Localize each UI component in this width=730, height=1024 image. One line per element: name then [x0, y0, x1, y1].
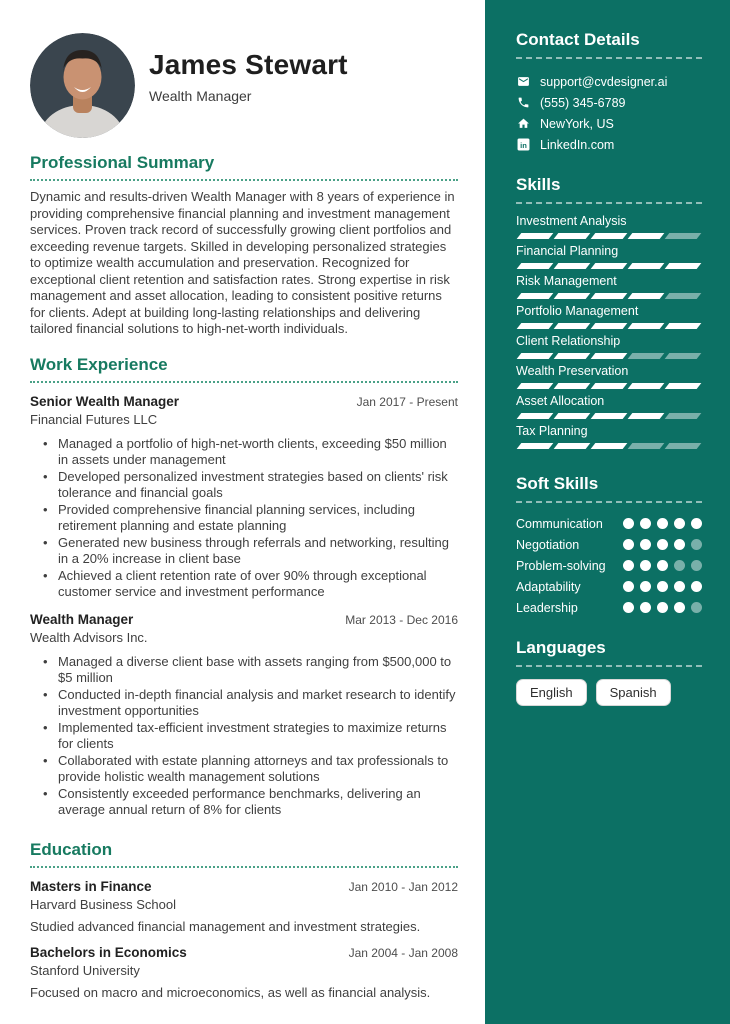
- education-entry: [30, 945, 458, 1000]
- job-entry: [30, 612, 458, 819]
- school-name: Harvard Business School: [30, 896, 176, 912]
- job-bullet: • Consistently exceeded performance benchmarks, delivering an average annual return of 8% for clients: [43, 786, 458, 819]
- soft-skill-dots: [623, 581, 702, 592]
- job-bullet: • Conducted in-depth financial analysis and market research to identify investment opportunities: [43, 687, 458, 720]
- jobs-list: [30, 394, 458, 819]
- skill-bar-segment: [517, 443, 554, 449]
- phone-icon: [516, 96, 530, 110]
- skill-item: [516, 304, 702, 334]
- skill-level-bar: [516, 323, 702, 329]
- education-header-row: [30, 879, 458, 894]
- skill-item: [516, 424, 702, 454]
- job-title: Wealth Manager: [30, 611, 134, 627]
- soft-skill-dot: [640, 560, 651, 571]
- degree-title: Masters in Finance: [30, 878, 152, 894]
- skill-bar-segment: [628, 293, 665, 299]
- soft-skill-item: [516, 576, 702, 597]
- skill-bar-segment: [591, 323, 628, 329]
- soft-skill-dot: [623, 602, 634, 613]
- languages-section: [516, 638, 702, 706]
- summary-text: Dynamic and results-driven Wealth Manager with 8 years of experience in providing comprehensive financial planning and investment management services. Proven track record of successfully growing client portfolios and exceeding revenue targets. Skilled in developing personalized strategies to optimize wealth accumulation and preservation. Recognized for exceptional client retention and satisfaction rates. Strong expertise in risk management and asset allocation, leading to consistent positive returns for clients. Adept at building long-lasting relationships and delivering tailored financial solutions to high-net-worth individuals.: [30, 189, 455, 336]
- soft-skill-dot: [640, 539, 651, 550]
- skill-bar-segment: [554, 293, 591, 299]
- languages-heading: Languages: [516, 638, 702, 667]
- skill-bar-segment: [554, 353, 591, 359]
- soft-skill-dot: [691, 581, 702, 592]
- contact-text: NewYork, US: [540, 116, 614, 131]
- skills-section: [516, 175, 702, 454]
- job-bullet: • Achieved a client retention rate of over 90% through exceptional customer service and investment performance: [43, 568, 458, 601]
- soft-skill-dot: [623, 539, 634, 550]
- soft-skill-dots: [623, 602, 702, 613]
- contact-section: [516, 30, 702, 155]
- skill-bar-segment: [554, 323, 591, 329]
- education-dates: Jan 2004 - Jan 2008: [348, 945, 458, 960]
- soft-skill-dots: [623, 518, 702, 529]
- soft-skill-dot: [640, 602, 651, 613]
- soft-skill-label: Adaptability: [516, 579, 581, 594]
- skill-label: Tax Planning: [516, 424, 588, 438]
- skill-bar-segment: [591, 383, 628, 389]
- languages-chips: [516, 679, 702, 706]
- skill-bar-segment: [517, 383, 554, 389]
- soft-skill-dot: [623, 581, 634, 592]
- job-dates: Jan 2017 - Present: [356, 394, 458, 409]
- soft-skill-label: Negotiation: [516, 537, 580, 552]
- person-title: Wealth Manager: [149, 88, 252, 104]
- skill-label: Client Relationship: [516, 334, 621, 348]
- skill-bar-segment: [554, 383, 591, 389]
- skill-bar-segment: [554, 443, 591, 449]
- contact-item: [516, 113, 702, 134]
- job-bullet: • Developed personalized investment strategies based on clients' risk tolerance and financial goals: [43, 469, 458, 502]
- job-bullet: • Provided comprehensive financial planning services, including retirement planning and estate planning: [43, 502, 458, 535]
- soft-skill-dots: [623, 539, 702, 550]
- sidebar: [485, 0, 730, 1024]
- soft-skills-list: [516, 513, 702, 618]
- summary-heading: Professional Summary: [30, 153, 458, 181]
- skill-bar-segment: [628, 323, 665, 329]
- soft-skill-dot: [657, 518, 668, 529]
- skill-item: [516, 394, 702, 424]
- soft-skill-item: [516, 534, 702, 555]
- experience-heading: Work Experience: [30, 355, 458, 383]
- skill-bar-segment: [517, 293, 554, 299]
- skill-bar-segment: [628, 263, 665, 269]
- skill-bar-segment: [591, 293, 628, 299]
- skill-bar-segment: [628, 413, 665, 419]
- soft-skill-dot: [691, 518, 702, 529]
- soft-skill-dot: [657, 560, 668, 571]
- soft-skill-dot: [674, 560, 685, 571]
- language-chip: English: [516, 679, 587, 706]
- soft-skill-dot: [674, 539, 685, 550]
- svg-text:in: in: [519, 140, 527, 150]
- job-bullet: • Generated new business through referrals and networking, resulting in a 20% increase in client base: [43, 535, 458, 568]
- skill-label: Asset Allocation: [516, 394, 605, 408]
- soft-skill-label: Communication: [516, 516, 603, 531]
- skill-bar-segment: [665, 233, 702, 239]
- skill-item: [516, 274, 702, 304]
- contact-text: LinkedIn.com: [540, 137, 615, 152]
- skill-item: [516, 244, 702, 274]
- job-bullets: [30, 436, 458, 601]
- avatar-illustration: [30, 33, 135, 138]
- skill-bar-segment: [591, 443, 628, 449]
- skill-bar-segment: [517, 263, 554, 269]
- job-company: Financial Futures LLC: [30, 411, 158, 427]
- education-list: [30, 879, 458, 1000]
- skill-level-bar: [516, 443, 702, 449]
- education-header-row: [30, 945, 458, 960]
- skill-bar-segment: [665, 293, 702, 299]
- education-heading: Education: [30, 840, 458, 868]
- job-bullet: • Implemented tax-efficient investment strategies to maximize returns for clients: [43, 720, 458, 753]
- job-bullet: • Collaborated with estate planning attorneys and tax professionals to provide holistic wealth management solutions: [43, 753, 458, 786]
- contact-item[interactable]: [516, 71, 702, 92]
- soft-skills-section: [516, 474, 702, 618]
- job-bullets: [30, 654, 458, 819]
- email-icon: [516, 75, 530, 89]
- soft-skill-dots: [623, 560, 702, 571]
- soft-skill-item: [516, 513, 702, 534]
- skill-label: Wealth Preservation: [516, 364, 629, 378]
- skill-bar-segment: [628, 353, 665, 359]
- contact-item[interactable]: [516, 134, 702, 155]
- skills-heading: Skills: [516, 175, 702, 204]
- skill-bar-segment: [554, 263, 591, 269]
- skill-label: Portfolio Management: [516, 304, 639, 318]
- education-description: Studied advanced financial management and investment strategies.: [30, 918, 421, 934]
- skill-item: [516, 214, 702, 244]
- skill-item: [516, 334, 702, 364]
- soft-skill-dot: [657, 581, 668, 592]
- contact-text: support@cvdesigner.ai: [540, 74, 668, 89]
- soft-skill-dot: [691, 539, 702, 550]
- soft-skill-item: [516, 597, 702, 618]
- skill-bar-segment: [628, 443, 665, 449]
- skill-bar-segment: [591, 353, 628, 359]
- soft-skill-dot: [674, 581, 685, 592]
- skill-bar-segment: [517, 323, 554, 329]
- skill-label: Risk Management: [516, 274, 617, 288]
- avatar-photo: [30, 33, 135, 138]
- job-bullet: • Managed a diverse client base with assets ranging from $500,000 to $5 million: [43, 654, 458, 687]
- identity: [149, 49, 348, 138]
- skill-bar-segment: [591, 413, 628, 419]
- skill-level-bar: [516, 263, 702, 269]
- education-entry: [30, 879, 458, 934]
- job-bullet: • Managed a portfolio of high-net-worth clients, exceeding $50 million in assets under management: [43, 436, 458, 469]
- job-title: Senior Wealth Manager: [30, 393, 180, 409]
- soft-skill-dot: [640, 581, 651, 592]
- summary-section: [30, 153, 458, 338]
- soft-skill-dot: [623, 518, 634, 529]
- skill-bar-segment: [591, 263, 628, 269]
- contact-item[interactable]: [516, 92, 702, 113]
- linkedin-icon: [516, 138, 530, 152]
- skill-item: [516, 364, 702, 394]
- skill-bar-segment: [665, 263, 702, 269]
- soft-skill-dot: [657, 602, 668, 613]
- skill-bar-segment: [554, 413, 591, 419]
- skill-bar-segment: [665, 323, 702, 329]
- education-description: Focused on macro and microeconomics, as well as financial analysis.: [30, 984, 431, 1000]
- skill-bar-segment: [665, 413, 702, 419]
- skill-bar-segment: [591, 233, 628, 239]
- skill-bar-segment: [665, 353, 702, 359]
- person-name: James Stewart: [149, 49, 348, 80]
- contact-heading: Contact Details: [516, 30, 702, 59]
- education-dates: Jan 2010 - Jan 2012: [348, 879, 458, 894]
- experience-section: [30, 355, 458, 819]
- soft-skill-dot: [691, 560, 702, 571]
- job-header-row: [30, 612, 458, 627]
- soft-skill-label: Leadership: [516, 600, 578, 615]
- education-section: [30, 840, 458, 1000]
- skill-bar-segment: [517, 233, 554, 239]
- soft-skill-dot: [640, 518, 651, 529]
- skill-bar-segment: [517, 413, 554, 419]
- skill-level-bar: [516, 293, 702, 299]
- skill-bar-segment: [628, 233, 665, 239]
- soft-skill-dot: [623, 560, 634, 571]
- soft-skill-item: [516, 555, 702, 576]
- soft-skill-dot: [674, 518, 685, 529]
- degree-title: Bachelors in Economics: [30, 944, 187, 960]
- skills-list: [516, 214, 702, 454]
- job-company: Wealth Advisors Inc.: [30, 629, 148, 645]
- skill-bar-segment: [665, 383, 702, 389]
- job-header-row: [30, 394, 458, 409]
- skill-level-bar: [516, 233, 702, 239]
- language-chip: Spanish: [596, 679, 671, 706]
- skill-level-bar: [516, 413, 702, 419]
- soft-skills-heading: Soft Skills: [516, 474, 702, 503]
- job-dates: Mar 2013 - Dec 2016: [345, 612, 458, 627]
- contact-text: (555) 345-6789: [540, 95, 626, 110]
- soft-skill-label: Problem-solving: [516, 558, 606, 573]
- skill-level-bar: [516, 383, 702, 389]
- school-name: Stanford University: [30, 962, 140, 978]
- soft-skill-dot: [674, 602, 685, 613]
- skill-label: Financial Planning: [516, 244, 619, 258]
- skill-bar-segment: [628, 383, 665, 389]
- header: [30, 33, 458, 138]
- skill-bar-segment: [554, 233, 591, 239]
- soft-skill-dot: [657, 539, 668, 550]
- skill-label: Investment Analysis: [516, 214, 627, 228]
- job-entry: [30, 394, 458, 601]
- skill-bar-segment: [517, 353, 554, 359]
- skill-bar-segment: [665, 443, 702, 449]
- home-icon: [516, 117, 530, 131]
- skill-level-bar: [516, 353, 702, 359]
- contact-list: [516, 71, 702, 155]
- soft-skill-dot: [691, 602, 702, 613]
